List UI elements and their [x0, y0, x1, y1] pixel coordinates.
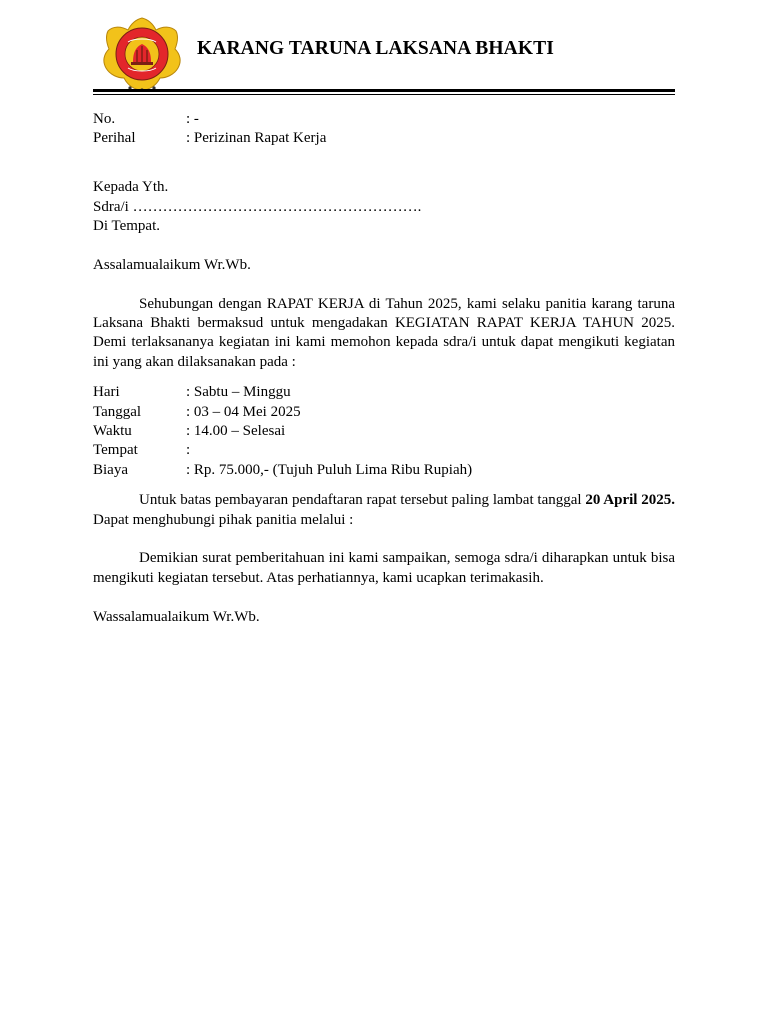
header-divider-thin — [93, 94, 675, 95]
organization-logo — [100, 16, 184, 92]
detail-label: Tempat — [93, 442, 138, 459]
letter-body — [93, 110, 675, 627]
payment-contact: Dapat menghubungi pihak panitia melalui : — [93, 511, 354, 528]
meta-label: Perihal — [93, 130, 136, 147]
detail-row — [93, 461, 675, 480]
meta-row-subject — [93, 129, 675, 148]
detail-value: : 14.00 – Selesai — [186, 423, 286, 440]
meta-value: : Perizinan Rapat Kerja — [186, 130, 327, 147]
payment-text: Untuk batas pembayaran pendaftaran rapat tersebut paling lambat tanggal — [139, 492, 586, 509]
detail-value: : — [186, 442, 191, 459]
meta-label: No. — [93, 111, 116, 127]
recipient-line: Sdra/i …………………………………………………. — [93, 198, 422, 215]
greeting: Assalamualaikum Wr.Wb. — [93, 256, 251, 273]
closing-salutation: Wassalamualaikum Wr.Wb. — [93, 608, 260, 625]
paragraph-closing: Demikian surat pemberitahuan ini kami sampaikan, semoga sdra/i diharapkan untuk bisa mengikuti kegiatan tersebut. Atas perhatiannya, kami ucapkan terimakasih. — [93, 550, 675, 586]
detail-row — [93, 403, 675, 422]
paragraph-payment — [93, 491, 675, 530]
paragraph-intro: Sehubungan dengan RAPAT KERJA di Tahun 2025, kami selaku panitia karang taruna Laksana Bhakti bermaksud untuk mengadakan KEGIATAN RAPAT KERJA TAHUN 2025. Demi terlaksananya kegiatan ini kami memohon kepada sdra/i untuk dapat mengikuti kegiatan ini yang akan dilaksanakan pada : — [93, 295, 675, 370]
organization-name: KARANG TARUNA LAKSANA BHAKTI — [197, 38, 554, 59]
meta-row-number — [93, 110, 675, 129]
detail-row — [93, 422, 675, 441]
meta-value: : - — [186, 111, 199, 127]
header-divider — [93, 89, 675, 92]
detail-label: Hari — [93, 384, 120, 401]
detail-row — [93, 441, 675, 460]
detail-label: Biaya — [93, 461, 128, 478]
detail-label: Tanggal — [93, 403, 142, 420]
detail-value: : 03 – 04 Mei 2025 — [186, 403, 301, 420]
detail-value: : Sabtu – Minggu — [186, 384, 291, 401]
detail-value: : Rp. 75.000,- (Tujuh Puluh Lima Ribu Rupiah) — [186, 461, 473, 478]
detail-row — [93, 383, 675, 402]
recipient-line: Di Tempat. — [93, 218, 160, 235]
detail-label: Waktu — [93, 423, 132, 440]
recipient-line: Kepada Yth. — [93, 179, 169, 196]
payment-deadline: 20 April 2025. — [585, 492, 675, 509]
